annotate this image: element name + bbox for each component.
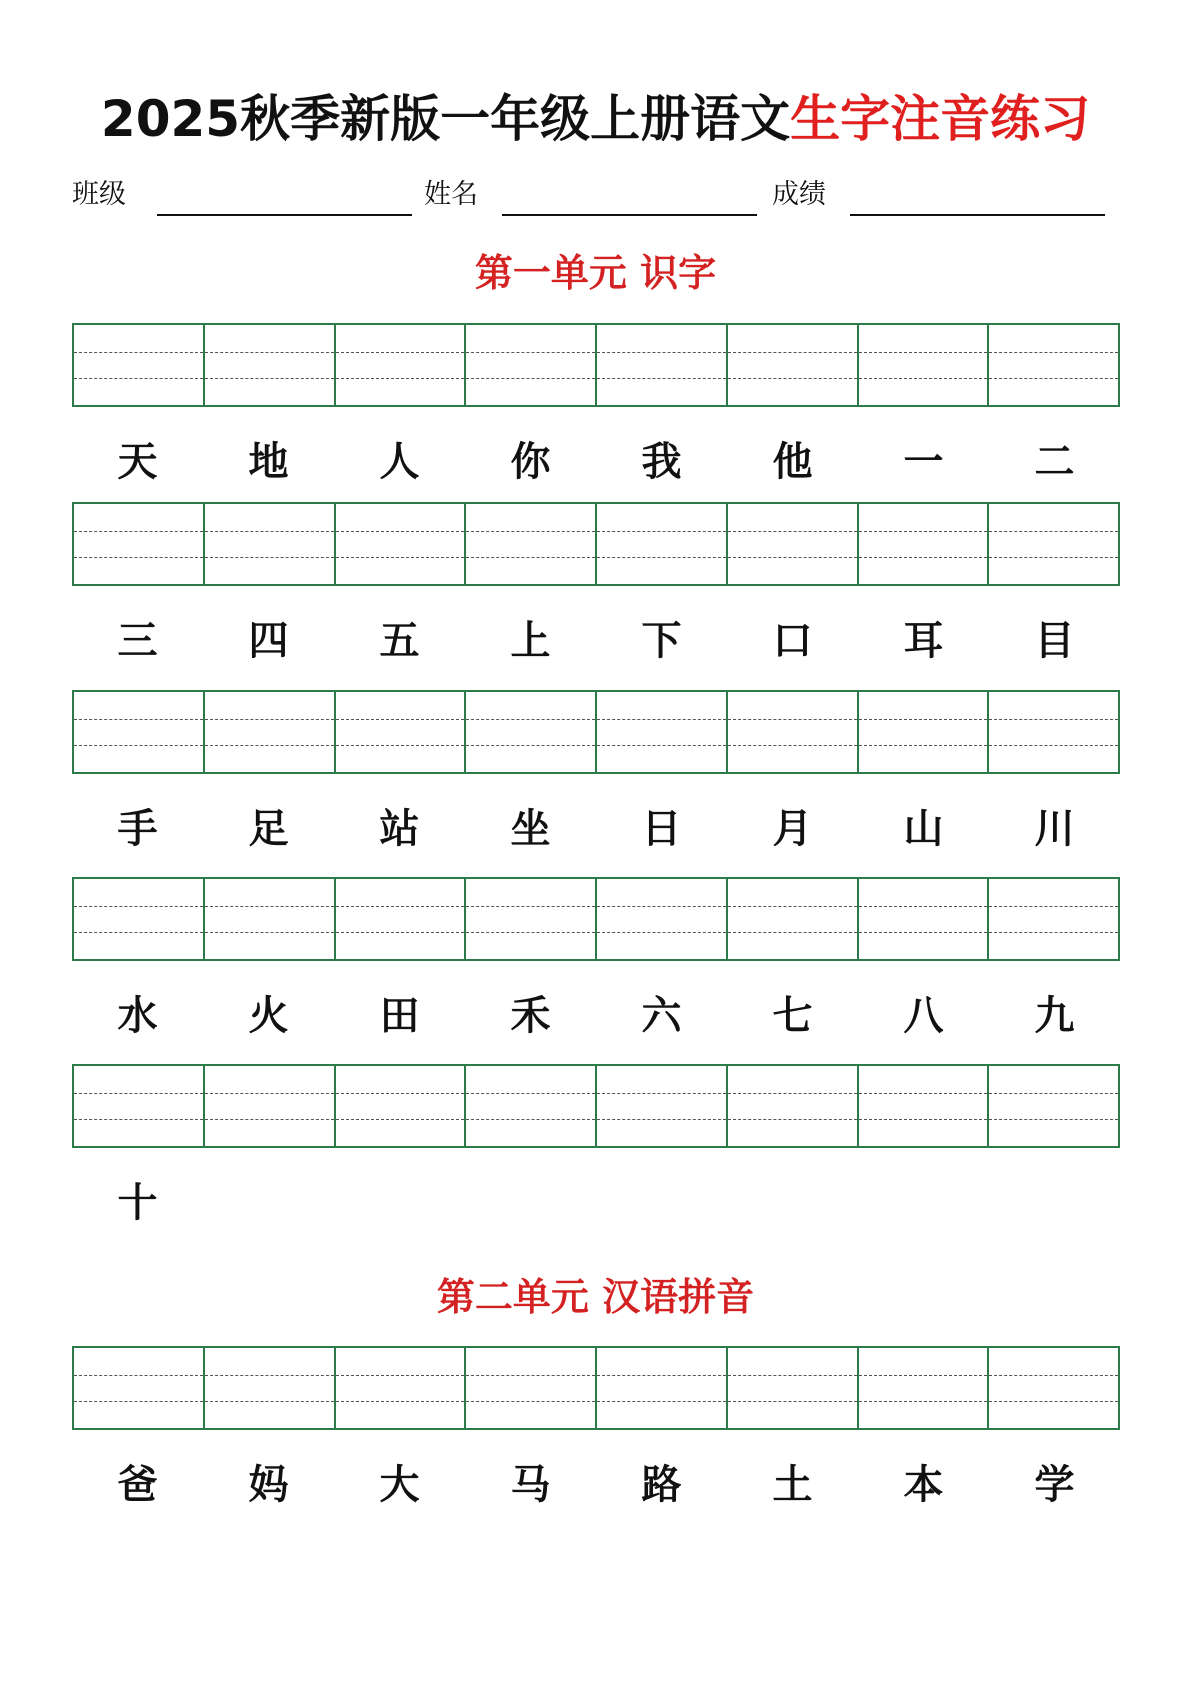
guide-line bbox=[597, 557, 726, 558]
hanzi-char: 三 bbox=[117, 617, 158, 664]
guide-line bbox=[728, 906, 857, 907]
guide-line bbox=[989, 378, 1118, 379]
char-row bbox=[72, 1455, 1120, 1515]
unit-2-title: 第二单元 汉语拼音 bbox=[436, 1275, 755, 1319]
hanzi-char: 足 bbox=[248, 805, 289, 852]
guide-line bbox=[466, 378, 595, 379]
pinyin-cell[interactable] bbox=[989, 325, 1118, 405]
pinyin-cell[interactable] bbox=[466, 1066, 597, 1146]
guide-line bbox=[989, 906, 1118, 907]
guide-line bbox=[728, 1093, 857, 1094]
guide-line bbox=[989, 745, 1118, 746]
guide-line bbox=[989, 1401, 1118, 1402]
hanzi-char: 目 bbox=[1034, 617, 1075, 664]
guide-line bbox=[336, 719, 465, 720]
hanzi-char: 人 bbox=[379, 438, 420, 485]
guide-line bbox=[728, 531, 857, 532]
student-info-row bbox=[72, 174, 1105, 224]
pinyin-cell[interactable] bbox=[466, 504, 597, 584]
guide-line bbox=[74, 352, 203, 353]
guide-line bbox=[859, 1119, 988, 1120]
name-label: 姓名 bbox=[424, 179, 478, 210]
hanzi-char: 九 bbox=[1034, 992, 1075, 1039]
guide-line bbox=[597, 932, 726, 933]
guide-line bbox=[336, 1093, 465, 1094]
hanzi-char: 马 bbox=[510, 1461, 551, 1508]
guide-line bbox=[989, 557, 1118, 558]
guide-line bbox=[205, 932, 334, 933]
char-row bbox=[72, 1173, 1120, 1233]
guide-line bbox=[336, 745, 465, 746]
class-label: 班级 bbox=[72, 179, 126, 210]
guide-line bbox=[597, 1093, 726, 1094]
guide-line bbox=[74, 1093, 203, 1094]
pinyin-cell[interactable] bbox=[205, 879, 336, 959]
guide-line bbox=[205, 1119, 334, 1120]
hanzi-char: 水 bbox=[117, 992, 158, 1039]
pinyin-cell[interactable] bbox=[336, 1066, 467, 1146]
guide-line bbox=[74, 932, 203, 933]
pinyin-cell[interactable] bbox=[859, 692, 990, 772]
guide-line bbox=[466, 1375, 595, 1376]
hanzi-char: 火 bbox=[248, 992, 289, 1039]
hanzi-char bbox=[465, 1173, 596, 1233]
guide-line bbox=[74, 531, 203, 532]
hanzi-char: 天 bbox=[117, 438, 158, 485]
pinyin-cell[interactable] bbox=[859, 879, 990, 959]
pinyin-cell[interactable] bbox=[205, 504, 336, 584]
guide-line bbox=[728, 557, 857, 558]
pinyin-cell[interactable] bbox=[597, 692, 728, 772]
hanzi-char: 大 bbox=[379, 1461, 420, 1508]
guide-line bbox=[989, 531, 1118, 532]
pinyin-cell[interactable] bbox=[728, 692, 859, 772]
pinyin-cell[interactable] bbox=[74, 692, 205, 772]
title-highlight: 生字注音练习 bbox=[790, 90, 1091, 148]
guide-line bbox=[728, 352, 857, 353]
hanzi-char: 一 bbox=[903, 438, 944, 485]
hanzi-char: 站 bbox=[379, 805, 420, 852]
pinyin-cell[interactable] bbox=[205, 1348, 336, 1428]
guide-line bbox=[336, 1375, 465, 1376]
hanzi-char: 田 bbox=[379, 992, 420, 1039]
guide-line bbox=[859, 745, 988, 746]
guide-line bbox=[336, 1119, 465, 1120]
guide-line bbox=[466, 1119, 595, 1120]
hanzi-char: 学 bbox=[1034, 1461, 1075, 1508]
pinyin-cell[interactable] bbox=[989, 879, 1118, 959]
guide-line bbox=[597, 352, 726, 353]
pinyin-cell[interactable] bbox=[859, 1066, 990, 1146]
hanzi-char bbox=[596, 1173, 727, 1233]
guide-line bbox=[205, 719, 334, 720]
pinyin-cell[interactable] bbox=[597, 879, 728, 959]
pinyin-row bbox=[72, 1064, 1120, 1148]
hanzi-char: 日 bbox=[641, 805, 682, 852]
pinyin-cell[interactable] bbox=[74, 1066, 205, 1146]
pinyin-cell[interactable] bbox=[74, 1348, 205, 1428]
guide-line bbox=[597, 1119, 726, 1120]
guide-line bbox=[859, 906, 988, 907]
hanzi-char: 八 bbox=[903, 992, 944, 1039]
guide-line bbox=[728, 1119, 857, 1120]
guide-line bbox=[859, 1375, 988, 1376]
pinyin-cell[interactable] bbox=[205, 1066, 336, 1146]
guide-line bbox=[728, 745, 857, 746]
pinyin-cell[interactable] bbox=[989, 1348, 1118, 1428]
pinyin-cell[interactable] bbox=[74, 504, 205, 584]
guide-line bbox=[597, 1375, 726, 1376]
guide-line bbox=[989, 932, 1118, 933]
guide-line bbox=[859, 1401, 988, 1402]
guide-line bbox=[74, 719, 203, 720]
guide-line bbox=[728, 1375, 857, 1376]
hanzi-char: 他 bbox=[772, 438, 813, 485]
hanzi-char: 口 bbox=[772, 617, 813, 664]
pinyin-cell[interactable] bbox=[728, 325, 859, 405]
guide-line bbox=[597, 906, 726, 907]
guide-line bbox=[336, 1401, 465, 1402]
hanzi-char: 本 bbox=[903, 1461, 944, 1508]
guide-line bbox=[74, 378, 203, 379]
pinyin-cell[interactable] bbox=[597, 1066, 728, 1146]
pinyin-cell[interactable] bbox=[597, 325, 728, 405]
pinyin-cell[interactable] bbox=[466, 692, 597, 772]
guide-line bbox=[74, 1119, 203, 1120]
hanzi-char bbox=[334, 1173, 465, 1233]
char-row bbox=[72, 986, 1120, 1046]
pinyin-cell[interactable] bbox=[859, 1348, 990, 1428]
hanzi-char: 我 bbox=[641, 438, 682, 485]
guide-line bbox=[466, 531, 595, 532]
char-row bbox=[72, 611, 1120, 671]
pinyin-cell[interactable] bbox=[466, 1348, 597, 1428]
pinyin-row bbox=[72, 502, 1120, 586]
guide-line bbox=[466, 932, 595, 933]
pinyin-row bbox=[72, 877, 1120, 961]
guide-line bbox=[74, 1401, 203, 1402]
hanzi-char: 五 bbox=[379, 617, 420, 664]
guide-line bbox=[205, 378, 334, 379]
char-row bbox=[72, 799, 1120, 859]
hanzi-char: 妈 bbox=[248, 1461, 289, 1508]
guide-line bbox=[597, 531, 726, 532]
pinyin-cell[interactable] bbox=[989, 1066, 1118, 1146]
pinyin-cell[interactable] bbox=[989, 692, 1118, 772]
guide-line bbox=[989, 1119, 1118, 1120]
pinyin-cell[interactable] bbox=[728, 504, 859, 584]
pinyin-cell[interactable] bbox=[728, 1066, 859, 1146]
guide-line bbox=[466, 352, 595, 353]
guide-line bbox=[728, 378, 857, 379]
guide-line bbox=[597, 1401, 726, 1402]
pinyin-cell[interactable] bbox=[597, 504, 728, 584]
hanzi-char: 七 bbox=[772, 992, 813, 1039]
hanzi-char: 耳 bbox=[903, 617, 944, 664]
guide-line bbox=[989, 1093, 1118, 1094]
guide-line bbox=[989, 352, 1118, 353]
guide-line bbox=[205, 352, 334, 353]
guide-line bbox=[205, 1375, 334, 1376]
hanzi-char: 路 bbox=[641, 1461, 682, 1508]
pinyin-row bbox=[72, 690, 1120, 774]
pinyin-cell[interactable] bbox=[336, 325, 467, 405]
pinyin-cell[interactable] bbox=[859, 325, 990, 405]
pinyin-cell[interactable] bbox=[74, 325, 205, 405]
pinyin-row bbox=[72, 1346, 1120, 1430]
hanzi-char: 你 bbox=[510, 438, 551, 485]
guide-line bbox=[336, 557, 465, 558]
guide-line bbox=[859, 531, 988, 532]
hanzi-char bbox=[727, 1173, 858, 1233]
guide-line bbox=[466, 906, 595, 907]
hanzi-char: 十 bbox=[117, 1179, 158, 1226]
guide-line bbox=[336, 906, 465, 907]
hanzi-char: 六 bbox=[641, 992, 682, 1039]
title-main: 2025秋季新版一年级上册语文 bbox=[100, 90, 791, 148]
guide-line bbox=[597, 719, 726, 720]
hanzi-char: 地 bbox=[248, 438, 289, 485]
hanzi-char: 四 bbox=[248, 617, 289, 664]
guide-line bbox=[74, 745, 203, 746]
guide-line bbox=[597, 745, 726, 746]
unit-1-title: 第一单元 识字 bbox=[474, 251, 717, 295]
hanzi-char: 二 bbox=[1034, 438, 1075, 485]
pinyin-cell[interactable] bbox=[336, 504, 467, 584]
hanzi-char: 川 bbox=[1034, 805, 1075, 852]
guide-line bbox=[859, 719, 988, 720]
name-blank[interactable] bbox=[502, 214, 757, 216]
guide-line bbox=[989, 719, 1118, 720]
guide-line bbox=[859, 932, 988, 933]
guide-line bbox=[859, 378, 988, 379]
pinyin-cell[interactable] bbox=[205, 325, 336, 405]
class-blank[interactable] bbox=[157, 214, 412, 216]
guide-line bbox=[466, 1093, 595, 1094]
guide-line bbox=[466, 1401, 595, 1402]
hanzi-char bbox=[989, 1173, 1120, 1233]
guide-line bbox=[859, 352, 988, 353]
pinyin-cell[interactable] bbox=[205, 692, 336, 772]
pinyin-cell[interactable] bbox=[859, 504, 990, 584]
pinyin-row bbox=[72, 323, 1120, 407]
hanzi-char: 爸 bbox=[117, 1461, 158, 1508]
pinyin-cell[interactable] bbox=[989, 504, 1118, 584]
guide-line bbox=[205, 557, 334, 558]
guide-line bbox=[205, 906, 334, 907]
guide-line bbox=[728, 1401, 857, 1402]
guide-line bbox=[466, 719, 595, 720]
pinyin-cell[interactable] bbox=[466, 879, 597, 959]
pinyin-cell[interactable] bbox=[74, 879, 205, 959]
guide-line bbox=[205, 745, 334, 746]
guide-line bbox=[859, 557, 988, 558]
hanzi-char: 山 bbox=[903, 805, 944, 852]
score-blank[interactable] bbox=[850, 214, 1105, 216]
pinyin-cell[interactable] bbox=[728, 879, 859, 959]
hanzi-char: 禾 bbox=[510, 992, 551, 1039]
guide-line bbox=[336, 378, 465, 379]
guide-line bbox=[74, 1375, 203, 1376]
hanzi-char: 月 bbox=[772, 805, 813, 852]
hanzi-char bbox=[203, 1173, 334, 1233]
score-label: 成绩 bbox=[772, 179, 826, 210]
hanzi-char: 上 bbox=[510, 617, 551, 664]
guide-line bbox=[466, 745, 595, 746]
hanzi-char bbox=[858, 1173, 989, 1233]
guide-line bbox=[728, 719, 857, 720]
pinyin-cell[interactable] bbox=[597, 1348, 728, 1428]
guide-line bbox=[728, 932, 857, 933]
guide-line bbox=[989, 1375, 1118, 1376]
pinyin-cell[interactable] bbox=[336, 879, 467, 959]
guide-line bbox=[336, 932, 465, 933]
pinyin-cell[interactable] bbox=[728, 1348, 859, 1428]
pinyin-cell[interactable] bbox=[336, 1348, 467, 1428]
hanzi-char: 下 bbox=[641, 617, 682, 664]
guide-line bbox=[466, 557, 595, 558]
guide-line bbox=[336, 531, 465, 532]
guide-line bbox=[205, 1093, 334, 1094]
guide-line bbox=[74, 557, 203, 558]
guide-line bbox=[597, 378, 726, 379]
guide-line bbox=[205, 531, 334, 532]
guide-line bbox=[336, 352, 465, 353]
hanzi-char: 坐 bbox=[510, 805, 551, 852]
hanzi-char: 手 bbox=[117, 805, 158, 852]
guide-line bbox=[859, 1093, 988, 1094]
worksheet-title bbox=[0, 86, 1191, 152]
guide-line bbox=[74, 906, 203, 907]
guide-line bbox=[205, 1401, 334, 1402]
hanzi-char: 土 bbox=[772, 1461, 813, 1508]
pinyin-cell[interactable] bbox=[336, 692, 467, 772]
char-row bbox=[72, 432, 1120, 492]
pinyin-cell[interactable] bbox=[466, 325, 597, 405]
